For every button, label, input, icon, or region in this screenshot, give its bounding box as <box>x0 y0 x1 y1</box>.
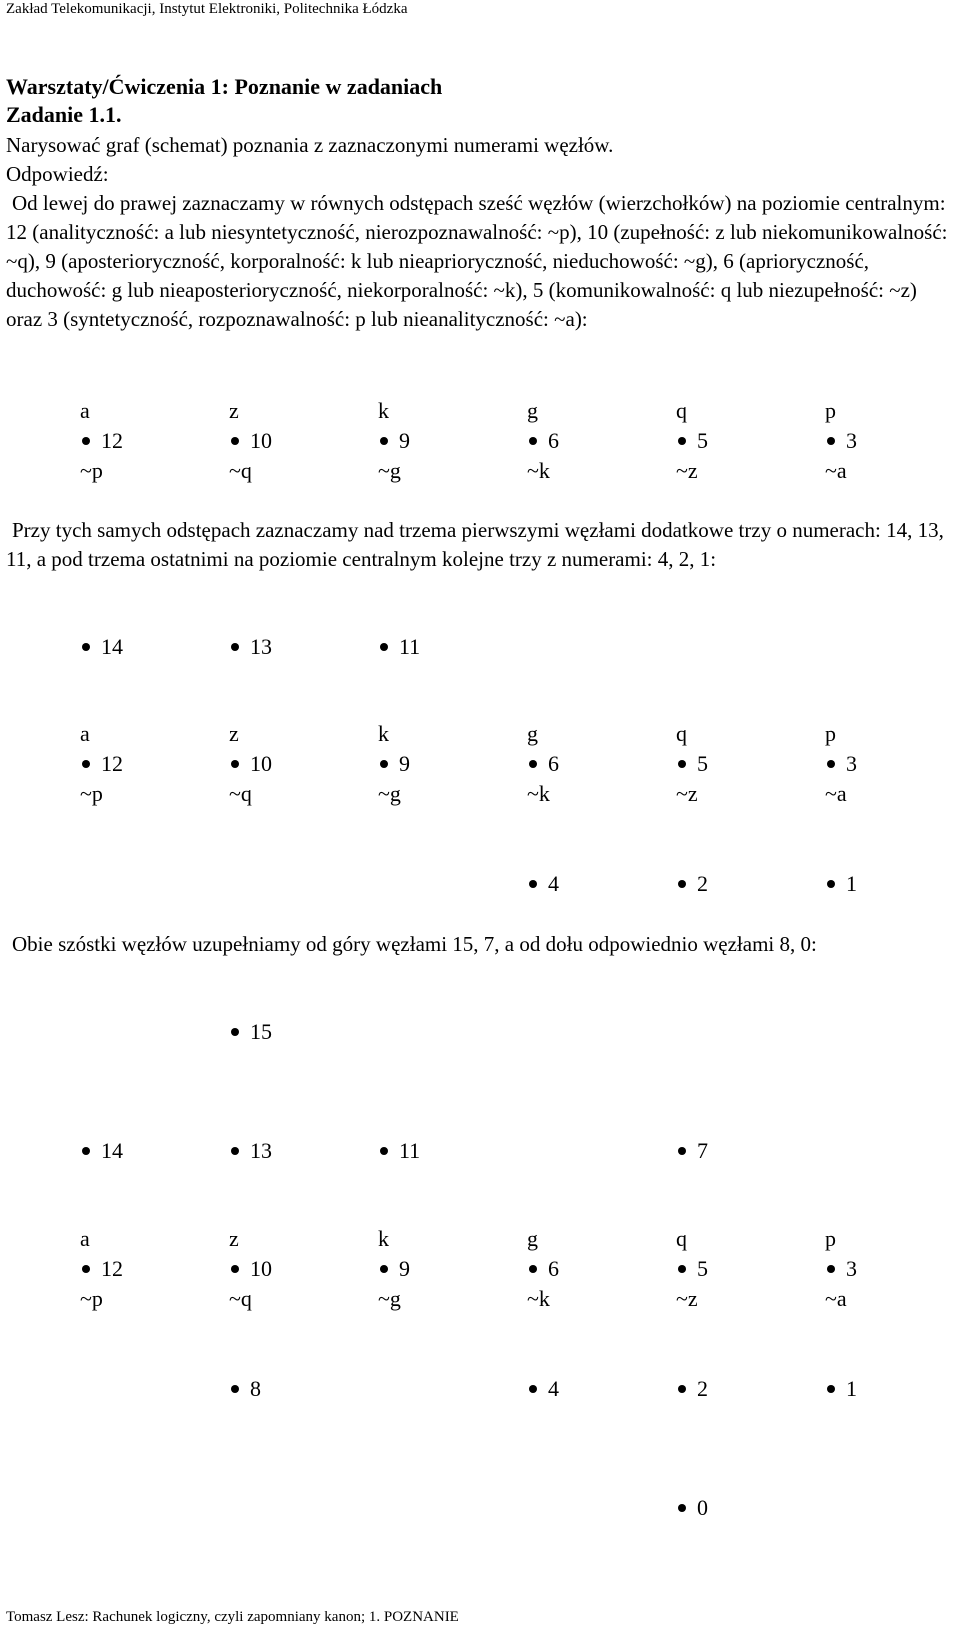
node-dot-icon <box>380 437 388 445</box>
node: 13 <box>229 1138 272 1164</box>
label-p: p <box>825 1226 836 1251</box>
label-not-p: ~p <box>80 1286 103 1311</box>
label-not-p: ~p <box>80 781 103 806</box>
node: 10 <box>229 1256 272 1282</box>
label-not-q: ~q <box>229 781 252 806</box>
node-dot-icon <box>380 760 388 768</box>
node: 14 <box>80 1138 123 1164</box>
node: 10 <box>229 751 272 777</box>
node-dot-icon <box>529 437 537 445</box>
node-dot-icon <box>827 1385 835 1393</box>
node: 3 <box>825 428 857 454</box>
node: 7 <box>676 1138 708 1164</box>
node-dot-icon <box>678 1504 686 1512</box>
label-not-q: ~q <box>229 458 252 483</box>
node-dot-icon <box>678 437 686 445</box>
node: 5 <box>676 751 708 777</box>
node-dot-icon <box>678 1265 686 1273</box>
node: 6 <box>527 1256 559 1282</box>
label-g: g <box>527 721 538 746</box>
node-dot-icon <box>82 437 90 445</box>
node: 12 <box>80 751 123 777</box>
node-dot-icon <box>231 1147 239 1155</box>
node-dot-icon <box>827 437 835 445</box>
node-dot-icon <box>827 760 835 768</box>
node-dot-icon <box>529 760 537 768</box>
node-dot-icon <box>380 1265 388 1273</box>
label-k: k <box>378 1226 389 1251</box>
node: 11 <box>378 1138 420 1164</box>
node: 2 <box>676 871 708 897</box>
node: 1 <box>825 871 857 897</box>
label-not-g: ~g <box>378 458 401 483</box>
node-dot-icon <box>380 643 388 651</box>
node: 6 <box>527 751 559 777</box>
page-header: Zakład Telekomunikacji, Instytut Elektroniki, Politechnika Łódzka <box>6 1 408 17</box>
node: 15 <box>229 1019 272 1045</box>
node-dot-icon <box>82 1147 90 1155</box>
node-dot-icon <box>678 1385 686 1393</box>
node-dot-icon <box>827 880 835 888</box>
node-dot-icon <box>82 1265 90 1273</box>
label-q: q <box>676 1226 687 1251</box>
task-title: Zadanie 1.1. <box>6 102 122 127</box>
node-dot-icon <box>231 1028 239 1036</box>
node: 6 <box>527 428 559 454</box>
label-not-p: ~p <box>80 458 103 483</box>
paragraph-2: Przy tych samych odstępach zaznaczamy nad trzema pierwszymi węzłami dodatkowe trzy o numerach: 14, 13, 11, a pod trzema ostatnimi na poziomie centralnym kolejne trzy z numerami: 4, 2, 1: <box>6 518 944 571</box>
label-not-a: ~a <box>825 458 847 483</box>
page-title: Warsztaty/Ćwiczenia 1: Poznanie w zadaniach <box>6 74 443 99</box>
node: 4 <box>527 1376 559 1402</box>
node: 12 <box>80 428 123 454</box>
label-g: g <box>527 1226 538 1251</box>
node: 9 <box>378 428 410 454</box>
node: 10 <box>229 428 272 454</box>
page-footer: Tomasz Lesz: Rachunek logiczny, czyli zapomniany kanon; 1. POZNANIE <box>6 1609 459 1625</box>
node-dot-icon <box>529 880 537 888</box>
node: 9 <box>378 1256 410 1282</box>
label-not-k: ~k <box>527 1286 550 1311</box>
node: 2 <box>676 1376 708 1402</box>
label-not-a: ~a <box>825 1286 847 1311</box>
node: 5 <box>676 1256 708 1282</box>
label-k: k <box>378 398 389 423</box>
label-a: a <box>80 1226 90 1251</box>
node: 14 <box>80 634 123 660</box>
label-z: z <box>229 721 239 746</box>
label-not-a: ~a <box>825 781 847 806</box>
label-p: p <box>825 721 836 746</box>
label-not-z: ~z <box>676 781 698 806</box>
label-q: q <box>676 398 687 423</box>
label-not-z: ~z <box>676 458 698 483</box>
node-dot-icon <box>82 760 90 768</box>
label-not-k: ~k <box>527 781 550 806</box>
node: 8 <box>229 1376 261 1402</box>
node-dot-icon <box>678 760 686 768</box>
node: 13 <box>229 634 272 660</box>
node: 12 <box>80 1256 123 1282</box>
node: 5 <box>676 428 708 454</box>
label-not-g: ~g <box>378 1286 401 1311</box>
label-a: a <box>80 398 90 423</box>
node: 4 <box>527 871 559 897</box>
paragraph-1: Od lewej do prawej zaznaczamy w równych odstępach sześć węzłów (wierzchołków) na poziomie centralnym: 12 (analityczność: a lub niesyntetyczność, nierozpoznawalność: ~p), 10 (zupełność: z lub niekomunikowalność: ~q), 9 (aposterioryczność, korporalność: k lub nieaprioryczność, nieduchowość: ~g), 6 (aprioryczność, duchowość: g lub nieaposterioryczność, niekorporalność: ~k), 5 (komunikowalność: q lub niezupełność: ~z) oraz 3 (syntetyczność, rozpoznawalność: p lub nieanalityczność: ~a): <box>6 191 948 331</box>
node-dot-icon <box>529 1385 537 1393</box>
answer-label: Odpowiedź: <box>6 162 109 186</box>
node: 11 <box>378 634 420 660</box>
node: 9 <box>378 751 410 777</box>
node-dot-icon <box>380 1147 388 1155</box>
node-dot-icon <box>231 760 239 768</box>
paragraph-3: Obie szóstki węzłów uzupełniamy od góry węzłami 15, 7, a od dołu odpowiednio węzłami 8, 0: <box>12 932 817 956</box>
label-not-z: ~z <box>676 1286 698 1311</box>
node-dot-icon <box>231 437 239 445</box>
node-dot-icon <box>231 1265 239 1273</box>
label-q: q <box>676 721 687 746</box>
node-dot-icon <box>231 1385 239 1393</box>
label-p: p <box>825 398 836 423</box>
node-dot-icon <box>82 643 90 651</box>
node-dot-icon <box>678 1147 686 1155</box>
label-z: z <box>229 398 239 423</box>
label-not-k: ~k <box>527 458 550 483</box>
node: 1 <box>825 1376 857 1402</box>
label-not-g: ~g <box>378 781 401 806</box>
node-dot-icon <box>678 880 686 888</box>
node: 0 <box>676 1495 708 1521</box>
node: 3 <box>825 1256 857 1282</box>
node-dot-icon <box>827 1265 835 1273</box>
label-a: a <box>80 721 90 746</box>
task-text: Narysować graf (schemat) poznania z zaznaczonymi numerami węzłów. <box>6 133 614 157</box>
label-z: z <box>229 1226 239 1251</box>
label-k: k <box>378 721 389 746</box>
label-g: g <box>527 398 538 423</box>
node-dot-icon <box>231 643 239 651</box>
label-not-q: ~q <box>229 1286 252 1311</box>
node-dot-icon <box>529 1265 537 1273</box>
node: 3 <box>825 751 857 777</box>
